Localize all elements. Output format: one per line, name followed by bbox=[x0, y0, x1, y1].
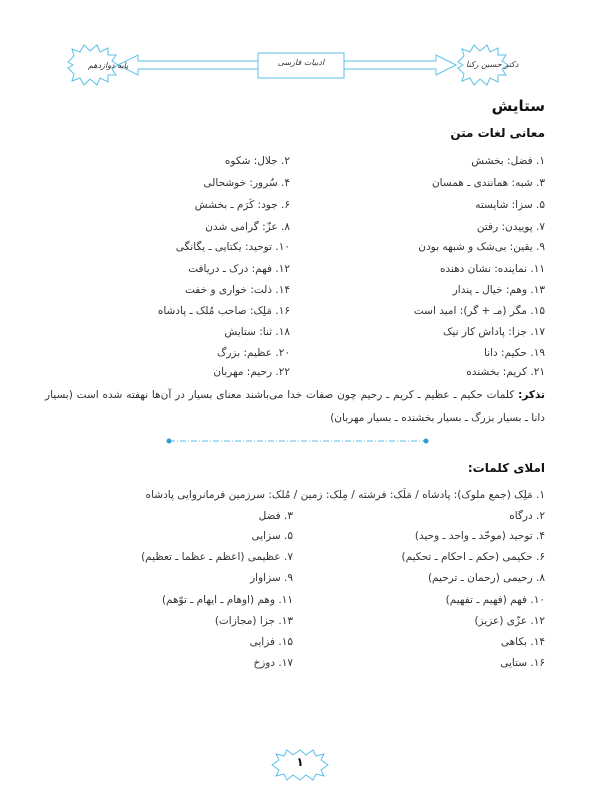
note-label: تذکر: bbox=[518, 389, 545, 401]
meaning-row bbox=[45, 284, 545, 304]
page-header bbox=[0, 40, 600, 90]
meaning-item: ۱۰. توحید: یکتایی ـ یگانگی bbox=[175, 241, 290, 253]
spelling-item: ۹. سزاوار bbox=[250, 572, 293, 584]
meaning-item: ۷. پوییدن: رفتن bbox=[476, 221, 545, 233]
meaning-item: ۳. شبه: همانندی ـ همسان bbox=[431, 177, 545, 189]
meaning-item: ۱۳. وهم: خیال ـ پندار bbox=[452, 284, 545, 296]
meaning-item: ۲۰. عظیم: بزرگ bbox=[216, 347, 290, 359]
spelling-item: ۱۰. فهم (فهیم ـ تفهیم) bbox=[445, 594, 545, 606]
spelling-item: ۷. عظیمی (اعظم ـ عظما ـ تعظیم) bbox=[141, 551, 293, 563]
meanings-heading: معانی لغات متن bbox=[450, 126, 545, 140]
spelling-heading: املای کلمات: bbox=[467, 461, 545, 475]
meaning-row bbox=[45, 241, 545, 261]
spelling-item: ۱۷. دوزخ bbox=[253, 657, 293, 669]
grade-label: پایه دوازدهم bbox=[88, 61, 129, 70]
meaning-item: ۶. جود: کَرَم ـ بخشش bbox=[194, 199, 290, 211]
spelling-item: ۱۲. عزّی (عزیز) bbox=[474, 615, 545, 627]
meaning-row bbox=[45, 177, 545, 197]
author-label: دکتر حسین رکنا bbox=[466, 60, 519, 69]
meaning-item: ۴. سُرور: خوشحالی bbox=[203, 177, 290, 189]
spelling-item: ۴. توحید (موحّد ـ واحد ـ وحید) bbox=[414, 530, 545, 542]
spelling-row bbox=[45, 510, 545, 530]
spelling-row bbox=[45, 489, 545, 509]
spelling-row bbox=[45, 551, 545, 571]
meaning-row bbox=[45, 326, 545, 346]
spelling-item: ۱۶. ستایی bbox=[500, 657, 545, 669]
meaning-row bbox=[45, 155, 545, 175]
section-divider bbox=[165, 437, 430, 445]
spelling-item: ۱۵. فزایی bbox=[249, 636, 293, 648]
spelling-row bbox=[45, 572, 545, 592]
meaning-row bbox=[45, 305, 545, 325]
meaning-item: ۸. عزّ: گرامی شدن bbox=[205, 221, 290, 233]
spelling-item: ۱. مَلِک (جمع ملوک): پادشاه / مَلَک: فرشته / مِلک: زمین / مُلک: سرزمین فرمانروایی پادشاه bbox=[145, 489, 545, 501]
spelling-row bbox=[45, 615, 545, 635]
meaning-item: ۱۵. مگر (مـ + گر): امید است bbox=[413, 305, 545, 317]
spelling-item: ۱۳. جزا (مجازات) bbox=[214, 615, 293, 627]
meaning-item: ۲۱. کریم: بخشنده bbox=[466, 366, 545, 378]
spelling-row bbox=[45, 530, 545, 550]
meaning-item: ۲۲. رحیم: مهربان bbox=[213, 366, 290, 378]
meaning-item: ۱۷. جزا: پاداش کار نیک bbox=[443, 326, 545, 338]
meaning-row bbox=[45, 221, 545, 241]
page-number: ۱ bbox=[296, 755, 304, 769]
meaning-item: ۱۸. ثنا: ستایش bbox=[224, 326, 290, 338]
right-arrow-icon bbox=[343, 55, 456, 75]
meaning-row bbox=[45, 263, 545, 283]
spelling-item: ۲. درگاه bbox=[509, 510, 545, 522]
meaning-item: ۲. جلال: شکوه bbox=[224, 155, 290, 167]
meaning-row bbox=[45, 199, 545, 219]
meaning-item: ۱. فضل: بخشش bbox=[471, 155, 545, 167]
spelling-item: ۵. سزایی bbox=[251, 530, 293, 542]
note-text: کلمات حکیم ـ عظیم ـ کریم ـ رحیم چون صفات خدا می‌باشند معنای بسیار در آن‌ها نهفته شده است (بسیار دانا ـ بسیار بزرگ ـ بسیار بخشنده ـ بسیار مهربان) bbox=[45, 389, 545, 424]
meaning-item: ۱۲. فهم: درک ـ دریافت bbox=[188, 263, 290, 275]
spelling-row bbox=[45, 657, 545, 677]
subject-title: ادبیات فارسی bbox=[277, 58, 325, 67]
meaning-row bbox=[45, 347, 545, 367]
meaning-item: ۵. سزا: شایسته bbox=[475, 199, 545, 211]
left-arrow-icon bbox=[118, 55, 258, 75]
note-paragraph bbox=[45, 384, 545, 430]
meaning-row bbox=[45, 366, 545, 386]
meaning-item: ۱۱. نماینده: نشان دهنده bbox=[439, 263, 545, 275]
spelling-item: ۱۱. وهم (اوهام ـ ایهام ـ توّهم) bbox=[161, 594, 293, 606]
meaning-item: ۱۴. ذلت: خواری و خفت bbox=[185, 284, 290, 296]
spelling-item: ۸. رحیمی (رحمان ـ ترحیم) bbox=[427, 572, 545, 584]
spelling-row bbox=[45, 594, 545, 614]
spelling-item: ۳. فضل bbox=[258, 510, 293, 522]
meaning-item: ۹. یقین: بی‌شک و شبهه بودن bbox=[418, 241, 545, 253]
meaning-item: ۱۹. حکیم: دانا bbox=[484, 347, 545, 359]
lesson-title: ستایش bbox=[491, 97, 545, 115]
spelling-item: ۱۴. بکاهی bbox=[500, 636, 545, 648]
meaning-item: ۱۶. مَلِک: صاحب مُلک ـ پادشاه bbox=[157, 305, 290, 317]
spelling-row bbox=[45, 636, 545, 656]
spelling-item: ۶. حکیمی (حکم ـ احکام ـ تحکیم) bbox=[401, 551, 545, 563]
